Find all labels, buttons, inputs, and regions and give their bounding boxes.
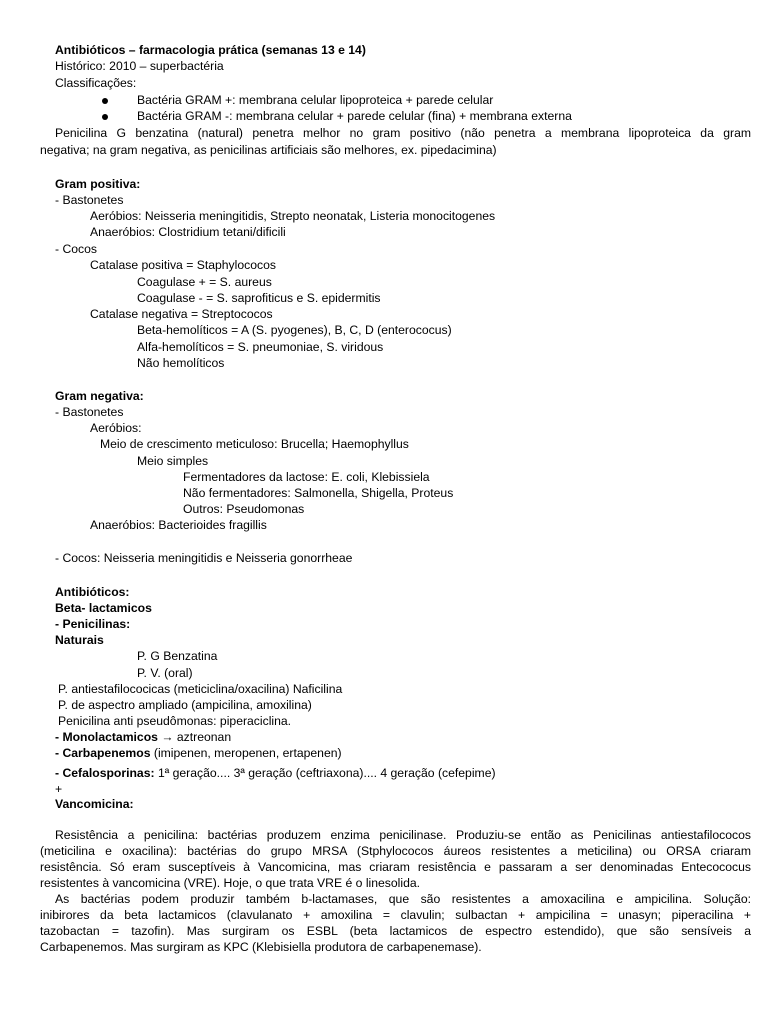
penicilina-anti-pseudomonas: Penicilina anti pseudômonas: piperaciclina. — [58, 714, 292, 728]
gp-aerobios: Aeróbios: Neisseria meningitidis, Strepto neonatak, Listeria monocitogenes — [90, 209, 496, 223]
gn-anaerobios: Anaeróbios: Bacterioides fragillis — [90, 518, 267, 532]
gp-cocos: - Cocos — [55, 242, 97, 256]
cefalosporinas-value: 1ª geração.... 3ª geração (ceftriaxona).... 4 geração (cefepime) — [157, 766, 496, 780]
p-aspectro-ampliado: P. de aspectro ampliado (ampicilina, amoxilina) — [58, 698, 312, 712]
gn-bastonetes: - Bastonetes — [55, 405, 124, 419]
antibioticos-heading: Antibióticos: — [55, 585, 130, 599]
resistencia-p1-line3: resistência. Só eram susceptíveis à Vancomicina, mas criaram resistência e passaram a ser denominadas Entecococus — [40, 860, 751, 874]
gp-coagulase-positiva: Coagulase + = S. aureus — [137, 275, 272, 289]
gp-alfa-hemoliticos: Alfa-hemolíticos = S. pneumoniae, S. viridous — [137, 340, 384, 354]
gp-catalase-positiva: Catalase positiva = Staphylococos — [90, 258, 276, 272]
gn-aerobios: Aeróbios: — [90, 421, 142, 435]
bullet-item — [102, 92, 108, 108]
carbapenemos-line — [55, 745, 342, 761]
gram-negativa-heading: Gram negativa: — [55, 389, 144, 403]
bullet-dot-icon — [102, 98, 108, 104]
vancomicina-heading: Vancomicina: — [55, 797, 134, 811]
resistencia-p1-line1: Resistência a penicilina: bactérias produzem enzima penicilinase. Produziu-se então as Penicilinas antiestafilococos — [55, 828, 751, 842]
resistencia-p1-line4: resistentes à vancomicina (VRE). Hoje, o que trata VRE é o linesolida. — [40, 876, 421, 890]
document-title: Antibióticos – farmacologia prática (semanas 13 e 14) — [55, 43, 366, 57]
cefalosporinas-label: - Cefalosporinas: — [55, 766, 155, 780]
cefalosporinas-line — [55, 765, 496, 781]
gp-coagulase-negativa: Coagulase - = S. saprofiticus e S. epidermitis — [137, 291, 381, 305]
gram-positiva-heading: Gram positiva: — [55, 177, 141, 191]
gp-anaerobios: Anaeróbios: Clostridium tetani/dificili — [90, 225, 286, 239]
gp-catalase-negativa: Catalase negativa = Streptococos — [90, 307, 273, 321]
monolactamicos-value: aztreonan — [176, 730, 232, 744]
resistencia-p2-line3: tazobactan = tazofin). Mas surgiram os ESBL (beta lactamicos de espectro estendido), que são sensíveis a — [40, 924, 751, 938]
resistencia-p2-line4: Carbapenemos. Mas surgiram as KPC (Klebisiella produtora de carbapenemase). — [40, 940, 482, 954]
resistencia-p2-line2: inibirores da beta lactamicos (clavulanato + amoxilina = clavulin; sulbactan + ampicilina = unasyn; piperacilina + — [40, 908, 751, 922]
intro-line-1: Penicilina G benzatina (natural) penetra melhor no gram positivo (não penetra a membrana lipoproteica da gram — [55, 126, 751, 140]
gn-meio-simples: Meio simples — [137, 454, 209, 468]
gp-bastonetes: - Bastonetes — [55, 193, 124, 207]
arrow-right-icon: → — [161, 730, 174, 744]
naturais-heading: Naturais — [55, 633, 104, 647]
p-antiestafilococicas: P. antiestafilococicas (meticiclina/oxacilina) Naficilina — [58, 682, 343, 696]
plus-sign: + — [55, 782, 63, 796]
carbapenemos-label: - Carbapenemos — [55, 746, 151, 760]
gn-nao-fermentadores: Não fermentadores: Salmonella, Shigella, Proteus — [183, 486, 454, 500]
monolactamicos-label: - Monolactamicos — [55, 730, 158, 744]
penicilinas-heading: - Penicilinas: — [55, 617, 131, 631]
bullet-gram-negative: Bactéria GRAM -: membrana celular + parede celular (fina) + membrana externa — [137, 109, 572, 123]
gn-cocos: - Cocos: Neisseria meningitidis e Neisseria gonorrheae — [55, 551, 353, 565]
resistencia-p1-line2: (meticilina e oxacilina): bactérias do grupo MRSA (Stphylococos áureos resistentes a meticilina) ou ORSA criaram — [40, 844, 751, 858]
bullet-gram-positive: Bactéria GRAM +: membrana celular lipoproteica + parede celular — [137, 93, 494, 107]
gp-beta-hemoliticos: Beta-hemolíticos = A (S. pyogenes), B, C, D (enterococus) — [137, 323, 452, 337]
carbapenemos-value: (imipenen, meropenen, ertapenen) — [153, 746, 342, 760]
gp-nao-hemoliticos: Não hemolíticos — [137, 356, 225, 370]
historico-line: Histórico: 2010 – superbactéria — [55, 59, 224, 73]
classificacoes-heading: Classificações: — [55, 76, 137, 90]
pg-benzatina: P. G Benzatina — [137, 649, 218, 663]
pv-oral: P. V. (oral) — [137, 666, 193, 680]
beta-lactamicos-heading: Beta- lactamicos — [55, 601, 152, 615]
gn-meio-meticuloso: Meio de crescimento meticuloso: Brucella; Haemophyllus — [100, 437, 409, 451]
resistencia-p2-line1: As bactérias podem produzir também b-lactamases, que são resistentes a amoxacilina e ampicilina. Solução: — [55, 892, 751, 906]
bullet-item — [102, 108, 108, 124]
bullet-dot-icon — [102, 114, 108, 120]
gn-fermentadores: Fermentadores da lactose: E. coli, Klebissiela — [183, 470, 430, 484]
monolactamicos-line — [55, 729, 231, 745]
gn-outros: Outros: Pseudomonas — [183, 502, 305, 516]
intro-line-2: negativa; na gram negativa, as penicilinas artificiais são melhores, ex. pipedacimina) — [40, 143, 497, 157]
